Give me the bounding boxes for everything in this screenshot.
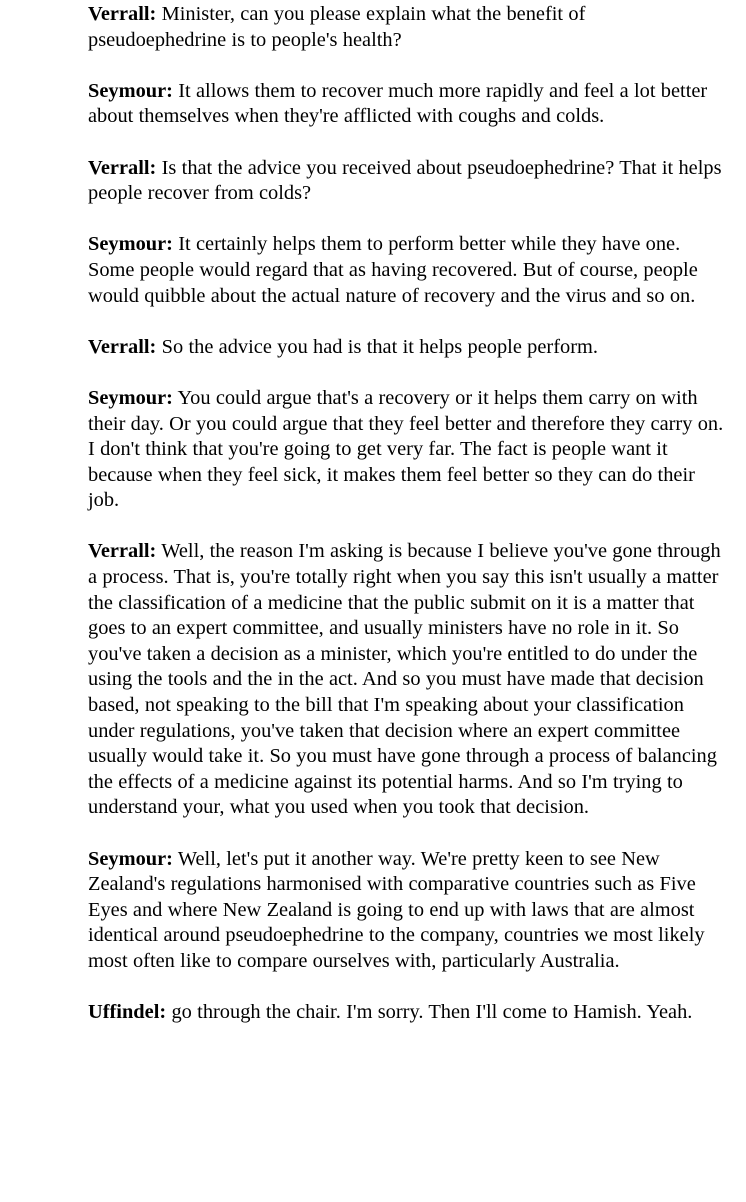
speech-text: Minister, can you please explain what the benefit of pseudoephedrine is to people's health? — [88, 3, 586, 51]
transcript-entry — [88, 1000, 728, 1026]
transcript — [0, 2, 746, 1202]
speaker-name: Verrall: — [88, 3, 157, 25]
transcript-entry — [88, 847, 728, 975]
speech-text: go through the chair. I'm sorry. Then I'll come to Hamish. Yeah. — [166, 1001, 693, 1024]
speech-text: It certainly helps them to perform better while they have one. Some people would regard that as having recovered. But of course, people would quibble about the actual nature of recovery and the virus and so on. — [88, 233, 698, 307]
speaker-name: Uffindel: — [88, 1001, 167, 1024]
speaker-name: Verrall: — [88, 540, 157, 563]
speech-text: Well, let's put it another way. We're pretty keen to see New Zealand's regulations harmonised with comparative countries such as Five Eyes and where New Zealand is going to end up with laws that are almost identical around pseudoephedrine to the company, countries we most likely most often like to compare ourselves with, particularly Australia. — [88, 847, 705, 972]
transcript-entry — [88, 156, 728, 207]
speaker-name: Seymour: — [88, 79, 173, 102]
transcript-entry — [88, 539, 728, 821]
speaker-name: Seymour: — [88, 847, 173, 870]
speech-text: So the advice you had is that it helps people perform. — [156, 335, 598, 358]
speaker-name: Seymour: — [88, 233, 173, 256]
transcript-entry — [88, 386, 728, 514]
speaker-name: Verrall: — [88, 156, 157, 179]
speech-text: You could argue that's a recovery or it helps them carry on with their day. Or you could argue that they feel better and therefore they carry on. I don't think that you're going to get very far. The fact is people want it because when they feel sick, it makes them feel better so they can do their job. — [88, 386, 724, 512]
speech-text: Is that the advice you received about pseudoephedrine? That it helps people recover from colds? — [88, 156, 722, 205]
transcript-entry — [88, 2, 728, 53]
speaker-name: Seymour: — [88, 386, 173, 409]
transcript-entry — [88, 232, 728, 309]
transcript-entry — [88, 79, 728, 130]
speech-text: Well, the reason I'm asking is because I believe you've gone through a process. That is, you're totally right when you say this isn't usually a matter the classification of a medicine that the public submit on it is a matter that goes to an expert committee, and usually ministers have no role in it. So you've taken a decision as a minister, which you're entitled to do under the using the tools and the in the act. And so you must have made that decision based, not speaking to the bill that I'm speaking about your classification under regulations, you've taken that decision where an expert committee usually would take it. So you must have gone through a process of balancing the effects of a medicine against its potential harms. And so I'm trying to understand your, what you used when you took that decision. — [88, 540, 721, 819]
transcript-entry — [88, 335, 728, 361]
speech-text: It allows them to recover much more rapidly and feel a lot better about themselves when they're afflicted with coughs and colds. — [88, 79, 708, 128]
speaker-name: Verrall: — [88, 335, 157, 358]
